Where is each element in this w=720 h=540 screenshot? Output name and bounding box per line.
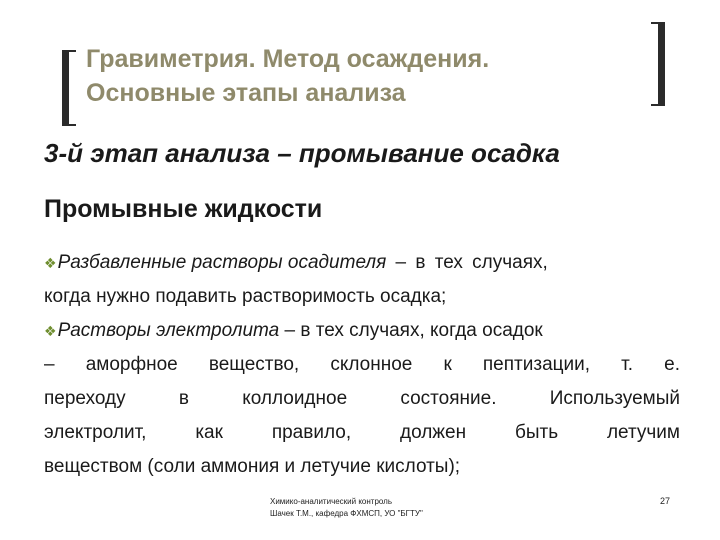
list-item: [44, 246, 680, 280]
bullet-text-line: веществом (соли аммония и летучие кислоты);: [44, 456, 461, 477]
list-item: [44, 314, 680, 348]
bullet-text-line: электролит, как правило, должен быть летучим: [44, 422, 680, 443]
bullet-list: [44, 246, 680, 484]
title-line-2: Основные этапы анализа: [86, 79, 406, 107]
slide-subtitle: 3-й этап анализа – промывание осадка: [44, 138, 560, 168]
bullet-emphasis: Растворы электролита: [57, 320, 280, 341]
footer: [270, 496, 423, 520]
left-bracket-decoration: [62, 50, 76, 126]
slide-title: [86, 42, 646, 110]
bullet-text-line: когда нужно подавить растворимость осадка;: [44, 286, 447, 307]
bullet-text-line: – аморфное вещество, склонное к пептизации, т. е.: [44, 354, 680, 375]
bullet-text: – в тех случаях, когда осадок: [279, 320, 543, 341]
footer-line-2: Шачек Т.М., кафедра ФХМСП, УО "БГТУ": [270, 509, 423, 518]
bullet-text: – в тех случаях,: [386, 252, 548, 273]
diamond-bullet-icon: ❖: [44, 255, 57, 271]
title-line-1: Гравиметрия. Метод осаждения.: [86, 45, 490, 73]
bullet-text-line: переходу в коллоидное состояние. Используемый: [44, 388, 680, 409]
bullet-emphasis: Разбавленные растворы осадителя: [57, 252, 387, 273]
right-bracket-decoration: [651, 22, 665, 106]
section-heading: Промывные жидкости: [44, 195, 323, 223]
footer-line-1: Химико-аналитический контроль: [270, 497, 393, 506]
diamond-bullet-icon: ❖: [44, 323, 57, 339]
page-number: 27: [660, 496, 671, 506]
